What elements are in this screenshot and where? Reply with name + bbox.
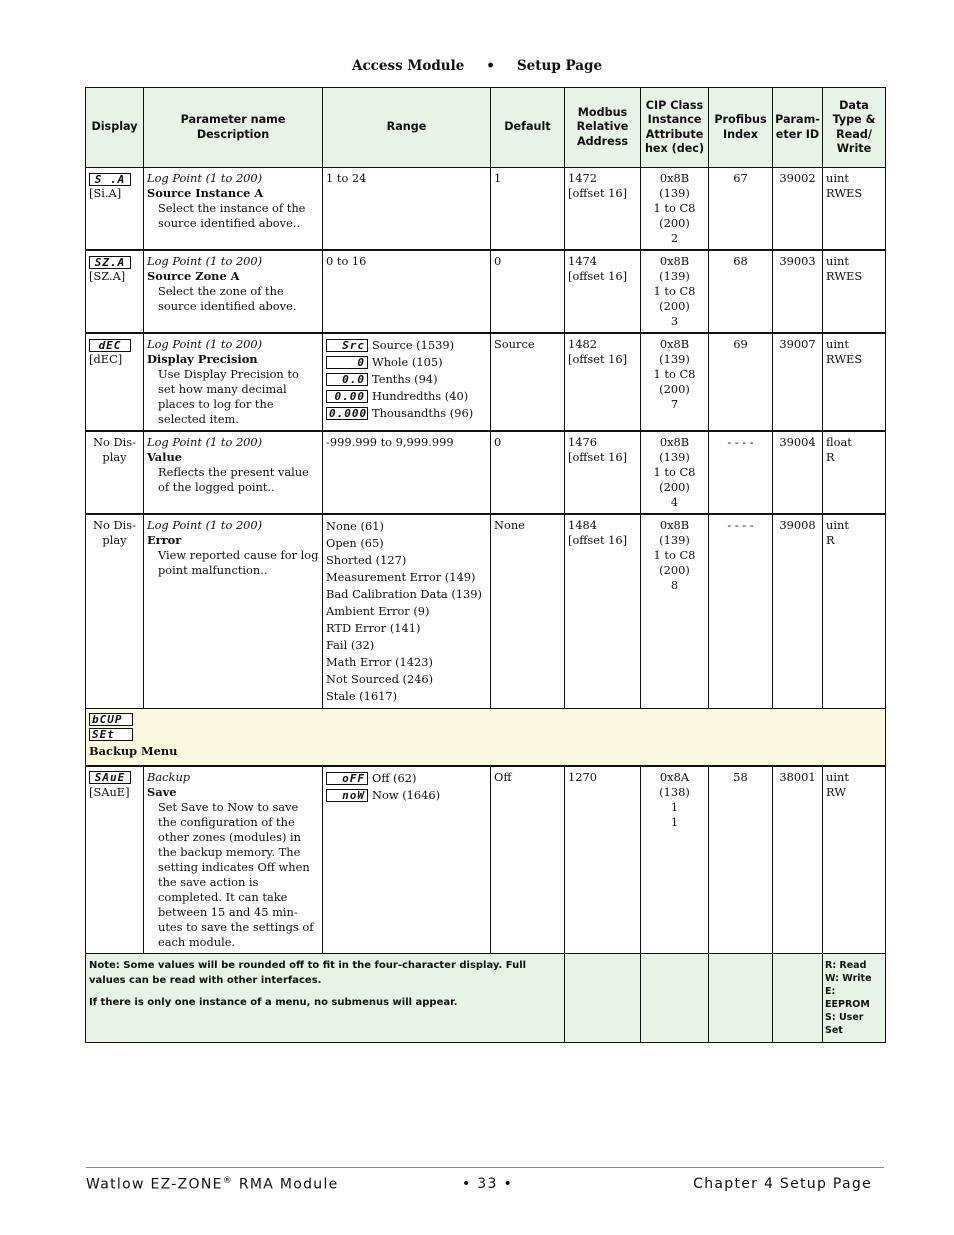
data-type-cell xyxy=(823,168,886,251)
parameter-description: Use Display Precision to set how many decimal places to log for the selected item. xyxy=(158,367,299,426)
lcd-display: SZ.A xyxy=(89,256,131,269)
data-type: uint xyxy=(826,254,849,268)
parameter-prefix: Log Point (1 to 200) xyxy=(147,435,263,449)
parameter-description: Select the zone of the source identified above. xyxy=(158,284,297,313)
profibus-cell: 67 xyxy=(709,168,773,251)
display-cell xyxy=(86,333,144,431)
display-code: [SAuE] xyxy=(89,784,130,799)
range-cell: -999.999 to 9,999.999 xyxy=(323,431,491,514)
parameter-table xyxy=(85,87,886,1043)
display-cell: No Dis- play xyxy=(86,431,144,514)
table-row xyxy=(86,431,886,514)
range-item: Ambient Error (9) xyxy=(326,604,430,618)
cip-cell xyxy=(641,168,709,251)
modbus-cell xyxy=(565,333,641,431)
modbus-address: 1482 xyxy=(568,337,597,351)
option-label: Thousandths (96) xyxy=(372,406,474,420)
col-data-type: Data Type & Read/ Write xyxy=(823,88,886,168)
cip-attribute: 1 xyxy=(670,814,679,829)
range-cell: 1 to 24 xyxy=(323,168,491,251)
parameter-prefix: Log Point (1 to 200) xyxy=(147,337,263,351)
parameter-cell xyxy=(144,168,323,251)
range-item: Shorted (127) xyxy=(326,553,407,567)
option-label: Now (1646) xyxy=(372,787,441,802)
range-item: Open (65) xyxy=(326,536,384,550)
note-cell xyxy=(86,953,565,1042)
cip-instance: 1 to C8 xyxy=(653,201,696,215)
display-code: [dEC] xyxy=(89,352,123,366)
cip-attribute: 8 xyxy=(670,578,679,592)
cip-cell xyxy=(641,514,709,709)
page-header xyxy=(0,58,954,74)
menu-title: Backup Menu xyxy=(89,744,178,758)
read-write: RWES xyxy=(826,352,863,366)
range-option xyxy=(326,770,487,787)
option-label: Off (62) xyxy=(372,770,417,785)
lcd-option: noW xyxy=(326,789,368,802)
parameter-description: Select the instance of the source identified above.. xyxy=(158,201,306,230)
range-cell xyxy=(323,766,491,954)
header-section: Access Module xyxy=(351,58,465,74)
lcd-option: Src xyxy=(326,339,368,352)
parameter-cell xyxy=(144,250,323,333)
range-option xyxy=(326,371,487,388)
modbus-offset: [offset 16] xyxy=(568,269,628,283)
display-cell xyxy=(86,250,144,333)
page-number: • 33 • xyxy=(462,1176,514,1192)
modbus-offset: [offset 16] xyxy=(568,533,628,547)
range-item: Not Sourced (246) xyxy=(326,672,434,686)
display-code: [Si.A] xyxy=(89,186,122,200)
data-type: uint xyxy=(826,518,849,532)
cip-class: 0x8B xyxy=(659,337,690,351)
lcd-display: SAuE xyxy=(89,771,131,784)
legend-item: S: User Set xyxy=(825,1011,864,1036)
cip-attribute: 4 xyxy=(670,495,679,509)
data-type-cell xyxy=(823,514,886,709)
table-row xyxy=(86,168,886,251)
legend-item: E: EEPROM xyxy=(825,985,870,1010)
cip-attribute: 3 xyxy=(670,314,679,328)
range-item: None (61) xyxy=(326,519,384,533)
lcd-display: dEC xyxy=(89,339,131,352)
data-type-cell xyxy=(823,766,886,954)
table-row xyxy=(86,333,886,431)
range-option xyxy=(326,787,487,804)
parameter-name: Value xyxy=(147,450,183,464)
cip-class-dec: (139) xyxy=(659,450,690,464)
param-id-cell: 39002 xyxy=(773,168,823,251)
data-type: uint xyxy=(826,769,849,784)
cip-class: 0x8B xyxy=(659,518,690,532)
range-item: Bad Calibration Data (139) xyxy=(326,587,482,601)
cip-cell xyxy=(641,333,709,431)
default-cell: Off xyxy=(491,766,565,954)
read-write: RWES xyxy=(826,269,863,283)
profibus-cell: - - - - xyxy=(709,431,773,514)
data-type-cell xyxy=(823,333,886,431)
legend-cell xyxy=(823,953,886,1042)
note-empty-cell xyxy=(709,953,773,1042)
param-id-cell: 39007 xyxy=(773,333,823,431)
cip-class: 0x8B xyxy=(659,254,690,268)
range-cell: 0 to 16 xyxy=(323,250,491,333)
lcd-menu: bCUP xyxy=(89,713,133,726)
range-item: Stale (1617) xyxy=(326,689,398,703)
profibus-cell: 58 xyxy=(709,766,773,954)
cip-class-dec: (139) xyxy=(659,269,690,283)
modbus-cell xyxy=(565,431,641,514)
modbus-offset: [offset 16] xyxy=(568,450,628,464)
footer-product xyxy=(86,1176,339,1193)
range-option xyxy=(326,354,487,371)
lcd-option: 0.00 xyxy=(326,390,368,403)
param-id-cell: 39004 xyxy=(773,431,823,514)
default-cell: 0 xyxy=(491,250,565,333)
read-write: R xyxy=(826,533,835,547)
parameter-name: Save xyxy=(147,784,177,799)
cip-instance: 1 to C8 xyxy=(653,465,696,479)
modbus-cell: 1270 xyxy=(565,766,641,954)
header-separator: • xyxy=(486,58,495,74)
profibus-cell: - - - - xyxy=(709,514,773,709)
range-item: Fail (32) xyxy=(326,638,375,652)
parameter-prefix: Log Point (1 to 200) xyxy=(147,171,263,185)
cip-attribute: 2 xyxy=(670,231,679,245)
cip-class-dec: (139) xyxy=(659,533,690,547)
option-label: Hundredths (40) xyxy=(372,389,469,403)
default-cell: 1 xyxy=(491,168,565,251)
parameter-prefix: Log Point (1 to 200) xyxy=(147,254,263,268)
lcd-submenu: SEt xyxy=(89,728,133,741)
footer-divider xyxy=(86,1167,884,1168)
cip-class-dec: (139) xyxy=(659,186,690,200)
data-type-cell xyxy=(823,250,886,333)
cip-instance: 1 to C8 xyxy=(653,284,696,298)
parameter-name: Error xyxy=(147,533,182,547)
cip-attribute: 7 xyxy=(670,397,679,411)
display-cell xyxy=(86,168,144,251)
cip-class: 0x8A xyxy=(659,769,690,784)
profibus-cell: 69 xyxy=(709,333,773,431)
footer-chapter: Chapter 4 Setup Page xyxy=(693,1176,872,1192)
modbus-offset: [offset 16] xyxy=(568,186,628,200)
cip-cell xyxy=(641,250,709,333)
data-type: float xyxy=(826,435,852,449)
cip-class: 0x8B xyxy=(659,435,690,449)
note-empty-cell xyxy=(773,953,823,1042)
range-item: RTD Error (141) xyxy=(326,621,421,635)
option-label: Tenths (94) xyxy=(372,372,438,386)
cip-instance: 1 to C8 xyxy=(653,548,696,562)
range-option xyxy=(326,337,487,354)
modbus-cell xyxy=(565,250,641,333)
table-row xyxy=(86,766,886,954)
cip-instance-dec: (200) xyxy=(659,299,690,313)
default-cell: Source xyxy=(491,333,565,431)
cip-instance-dec: (200) xyxy=(659,382,690,396)
parameter-description: View reported cause for log point malfunction.. xyxy=(158,548,319,577)
note-empty-cell xyxy=(641,953,709,1042)
legend-item: W: Write xyxy=(825,972,872,984)
range-cell xyxy=(323,333,491,431)
lcd-option: 0 xyxy=(326,356,368,369)
read-write: RWES xyxy=(826,186,863,200)
read-write: RW xyxy=(826,784,847,799)
data-type: uint xyxy=(826,171,849,185)
default-cell: None xyxy=(491,514,565,709)
modbus-address: 1474 xyxy=(568,254,597,268)
parameter-cell xyxy=(144,514,323,709)
cip-class: 0x8B xyxy=(659,171,690,185)
col-parameter: Parameter name Description xyxy=(144,88,323,168)
menu-row xyxy=(86,709,886,766)
option-label: Whole (105) xyxy=(372,355,443,369)
lcd-display: S .A xyxy=(89,173,131,186)
range-item: Math Error (1423) xyxy=(326,655,433,669)
parameter-description: Set Save to Now to save the configuration of the other zones (modules) in the backup memory. The setting indicates Off when the save action is completed. It can take between 15 and 45 min- utes to save the settings of each module. xyxy=(158,799,314,949)
read-write: R xyxy=(826,450,835,464)
parameter-cell xyxy=(144,333,323,431)
profibus-cell: 68 xyxy=(709,250,773,333)
param-id-cell: 38001 xyxy=(773,766,823,954)
table-row xyxy=(86,250,886,333)
parameter-prefix: Backup xyxy=(147,769,191,784)
col-modbus: Modbus Relative Address xyxy=(565,88,641,168)
col-range: Range xyxy=(323,88,491,168)
col-cip: CIP Class Instance Attribute hex (dec) xyxy=(641,88,709,168)
cip-instance-dec: (200) xyxy=(659,216,690,230)
modbus-address: 1484 xyxy=(568,518,597,532)
lcd-option: 0.000 xyxy=(326,407,368,420)
cip-instance: 1 xyxy=(670,799,679,814)
cip-cell xyxy=(641,431,709,514)
menu-cell xyxy=(86,709,886,766)
note-rounding: Note: Some values will be rounded off to fit in the four-character display. Full values can be read with other interfaces. xyxy=(89,959,527,986)
param-id-cell: 39008 xyxy=(773,514,823,709)
lcd-option: oFF xyxy=(326,772,368,785)
legend-item: R: Read xyxy=(825,959,867,971)
display-code: [SZ.A] xyxy=(89,269,126,283)
parameter-name: Source Zone A xyxy=(147,269,240,283)
parameter-name: Display Precision xyxy=(147,352,258,366)
cip-instance: 1 to C8 xyxy=(653,367,696,381)
data-type: uint xyxy=(826,337,849,351)
display-cell: No Dis- play xyxy=(86,514,144,709)
col-display: Display xyxy=(86,88,144,168)
col-default: Default xyxy=(491,88,565,168)
lcd-option: 0.0 xyxy=(326,373,368,386)
note-submenus: If there is only one instance of a menu, no submenus will appear. xyxy=(89,996,458,1008)
modbus-cell xyxy=(565,168,641,251)
parameter-name: Source Instance A xyxy=(147,186,264,200)
parameter-description: Reflects the present value of the logged point.. xyxy=(158,465,309,494)
range-option xyxy=(326,388,487,405)
col-profibus: Profibus Index xyxy=(709,88,773,168)
default-cell: 0 xyxy=(491,431,565,514)
note-empty-cell xyxy=(565,953,641,1042)
display-cell xyxy=(86,766,144,954)
footer-product-name: Watlow EZ-ZONE xyxy=(86,1176,223,1193)
header-row xyxy=(86,88,886,168)
data-type-cell xyxy=(823,431,886,514)
modbus-address: 1472 xyxy=(568,171,597,185)
cip-cell xyxy=(641,766,709,954)
footer-product-suffix: RMA Module xyxy=(233,1176,339,1193)
range-item: Measurement Error (149) xyxy=(326,570,476,584)
table-row xyxy=(86,514,886,709)
modbus-offset: [offset 16] xyxy=(568,352,628,366)
parameter-cell xyxy=(144,766,323,954)
header-page: Setup Page xyxy=(516,58,603,74)
cip-class-dec: (138) xyxy=(659,784,690,799)
modbus-cell xyxy=(565,514,641,709)
parameter-cell xyxy=(144,431,323,514)
range-option xyxy=(326,405,487,422)
cip-class-dec: (139) xyxy=(659,352,690,366)
param-id-cell: 39003 xyxy=(773,250,823,333)
option-label: Source (1539) xyxy=(372,338,455,352)
registered-mark: ® xyxy=(222,1176,234,1186)
note-row xyxy=(86,953,886,1042)
modbus-address: 1476 xyxy=(568,435,597,449)
range-cell xyxy=(323,514,491,709)
cip-instance-dec: (200) xyxy=(659,563,690,577)
cip-instance-dec: (200) xyxy=(659,480,690,494)
col-param-id: Param- eter ID xyxy=(773,88,823,168)
parameter-prefix: Log Point (1 to 200) xyxy=(147,518,263,532)
